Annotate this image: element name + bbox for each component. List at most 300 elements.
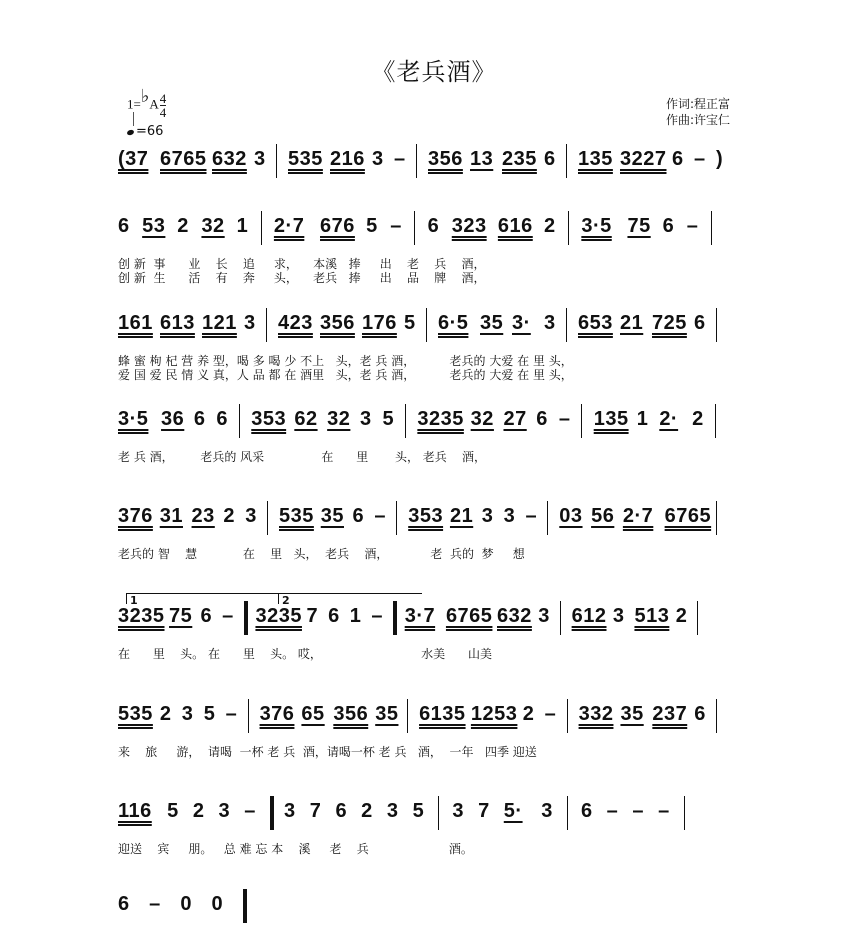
lyric-line: 迎送 宾 朋。 总 难 忘 本 溪 老 兵 酒。 xyxy=(118,842,473,856)
note-digits: 2 xyxy=(361,800,373,822)
note-digits: 75 xyxy=(627,215,651,237)
note-digits: 3235 xyxy=(118,605,165,627)
note-digits: 6765 xyxy=(160,148,207,170)
note-group xyxy=(330,148,365,171)
volta-bracket-1: 1 xyxy=(126,593,278,604)
note-group xyxy=(350,605,362,628)
note-group xyxy=(383,408,395,431)
note-group xyxy=(659,408,678,431)
note-group xyxy=(360,408,372,431)
note-digits: – xyxy=(606,800,619,822)
barline xyxy=(560,601,561,635)
barline xyxy=(267,501,268,535)
note-digits: 3·5 xyxy=(118,408,149,430)
barline xyxy=(697,601,698,635)
note-group xyxy=(244,312,256,335)
note-group xyxy=(544,215,556,238)
note-group xyxy=(254,148,266,171)
note-digits: 616 xyxy=(497,215,533,237)
note-digits: 7 xyxy=(478,800,490,822)
note-group xyxy=(260,703,295,726)
note-digits: 135 xyxy=(578,148,613,170)
note-digits: 376 xyxy=(118,505,153,527)
note-digits: 5 xyxy=(203,703,216,725)
note-group xyxy=(212,893,224,916)
barline xyxy=(405,404,406,438)
note-group xyxy=(288,148,323,171)
note-group xyxy=(634,605,669,628)
barline xyxy=(547,501,548,535)
note-digits: 0 xyxy=(180,893,192,915)
lyric-line: 老兵的 智 慧 在 里 头， 老兵 酒， 老 兵的 梦 想 xyxy=(118,547,525,561)
note-row xyxy=(118,505,768,539)
note-digits: 35 xyxy=(620,703,644,725)
note-group xyxy=(182,703,194,726)
note-group xyxy=(692,408,704,431)
note-row xyxy=(118,215,768,249)
note-digits: 6 xyxy=(216,408,229,430)
note-digits: 323 xyxy=(451,215,487,237)
note-digits: 3 xyxy=(544,312,556,334)
note-digits: 135 xyxy=(593,408,629,430)
note-digits: 535 xyxy=(279,505,314,527)
note-digits: 3· xyxy=(512,312,531,334)
note-digits: 32 xyxy=(201,215,225,237)
note-digits: 0 xyxy=(211,893,224,915)
note-digits: 6 xyxy=(672,148,684,170)
note-group xyxy=(503,408,526,431)
note-group xyxy=(371,605,383,628)
note-group xyxy=(523,703,535,726)
double-barline xyxy=(270,796,274,830)
note-digits: – xyxy=(558,408,571,430)
tempo-marking xyxy=(127,124,163,139)
note-group xyxy=(497,605,532,628)
note-group xyxy=(637,408,649,431)
note-digits: – xyxy=(390,215,402,237)
system-chorus-2 xyxy=(118,505,768,577)
note-digits: 27 xyxy=(503,408,527,430)
note-group xyxy=(544,148,556,171)
note-digits: 632 xyxy=(497,605,532,627)
note-group xyxy=(244,800,256,823)
system-chorus-1 xyxy=(118,408,768,480)
note-digits: 116 xyxy=(118,800,152,822)
note-group xyxy=(620,312,643,335)
note-group xyxy=(118,215,130,238)
note-digits: 6765 xyxy=(664,505,712,527)
note-digits: 2· xyxy=(659,408,679,430)
note-digits: 3 xyxy=(218,800,231,822)
barline xyxy=(716,308,717,342)
note-digits: 3 xyxy=(181,703,194,725)
note-digits: 2 xyxy=(177,215,189,237)
barline xyxy=(567,699,568,733)
note-group xyxy=(452,215,487,238)
note-group xyxy=(142,215,165,238)
note-group xyxy=(591,505,614,528)
note-digits: 376 xyxy=(259,703,295,725)
note-group xyxy=(504,505,516,528)
note-digits: 6 xyxy=(694,312,706,334)
note-digits: 5· xyxy=(503,800,523,822)
note-digits: 31 xyxy=(159,505,183,527)
barline xyxy=(715,404,716,438)
note-digits: 13 xyxy=(470,148,494,170)
note-digits: – xyxy=(374,505,387,527)
note-group xyxy=(559,505,582,528)
note-digits: 6 xyxy=(118,215,130,237)
note-digits: 356 xyxy=(333,703,369,725)
note-group xyxy=(278,312,313,335)
note-digits: 03 xyxy=(559,505,583,527)
note-digits: 1 xyxy=(236,215,249,237)
flat-icon: ♭ xyxy=(140,86,150,107)
note-digits: 1253 xyxy=(470,703,518,725)
barline xyxy=(276,144,277,178)
barline xyxy=(567,796,568,830)
note-digits: – xyxy=(149,893,161,915)
lyric-line: 在 里 头。 在 里 头。 哎， 水美 山美 xyxy=(118,647,492,661)
note-group xyxy=(372,148,384,171)
note-group xyxy=(578,312,613,335)
note-digits: 35 xyxy=(320,505,344,527)
note-digits: 21 xyxy=(620,312,644,334)
note-digits: – xyxy=(658,800,670,822)
note-group xyxy=(366,215,378,238)
note-digits: 6135 xyxy=(419,703,466,725)
note-row xyxy=(118,408,768,442)
note-group xyxy=(694,312,706,335)
note-digits: 75 xyxy=(169,605,193,627)
note-digits: 6 xyxy=(694,703,706,725)
note-group xyxy=(202,312,237,335)
lyrics-block xyxy=(118,647,768,677)
note-group xyxy=(204,703,216,726)
note-group xyxy=(161,408,184,431)
note-group xyxy=(716,148,723,171)
note-digits: 6 xyxy=(200,605,213,627)
note-digits: 3 xyxy=(284,800,296,822)
note-group xyxy=(428,215,440,238)
barline xyxy=(407,699,408,733)
note-group xyxy=(274,215,304,238)
note-digits: 23 xyxy=(191,505,215,527)
note-group xyxy=(216,408,228,431)
note-group xyxy=(333,703,368,726)
note-digits: 176 xyxy=(362,312,397,334)
barline xyxy=(566,144,567,178)
note-digits: 3 xyxy=(612,605,625,627)
note-group xyxy=(362,312,397,335)
note-group xyxy=(307,605,319,628)
note-group xyxy=(525,505,537,528)
note-group xyxy=(245,505,257,528)
barline xyxy=(426,308,427,342)
time-signature xyxy=(160,92,167,119)
note-digits: 3 xyxy=(541,800,553,822)
note-digits: 6 xyxy=(427,215,440,237)
composer: 作曲:许宝仁 xyxy=(666,113,731,127)
note-head-icon xyxy=(126,129,134,136)
note-group xyxy=(632,800,644,823)
lyrics-block xyxy=(118,257,768,287)
note-group xyxy=(627,215,650,238)
note-digits: 21 xyxy=(449,505,474,527)
note-group xyxy=(320,215,355,238)
barline xyxy=(711,211,712,245)
note-group xyxy=(687,215,699,238)
note-digits: – xyxy=(222,605,234,627)
note-digits: 216 xyxy=(330,148,365,170)
note-digits: 6 xyxy=(328,605,340,627)
note-digits: 332 xyxy=(578,703,614,725)
note-group xyxy=(212,148,247,171)
note-digits: 2 xyxy=(223,505,235,527)
lyric-line: 蜂 蜜 枸 杞 营 养 型，喝 多 喝 少 不上 头，老 兵 酒， 老兵的 大爱 在 里 头， xyxy=(118,354,573,368)
note-group xyxy=(652,703,687,726)
barline xyxy=(416,144,417,178)
note-group xyxy=(301,703,324,726)
note-digits: (37 xyxy=(118,148,149,170)
note-group xyxy=(572,605,607,628)
note-group xyxy=(578,148,613,171)
note-digits: 653 xyxy=(578,312,613,334)
note-group xyxy=(167,800,179,823)
note-digits: 1 xyxy=(349,605,362,627)
note-group xyxy=(452,800,464,823)
note-group xyxy=(620,703,643,726)
note-group xyxy=(471,703,518,726)
note-group xyxy=(581,215,611,238)
note-group xyxy=(160,148,207,171)
note-group xyxy=(374,505,386,528)
note-group xyxy=(279,505,314,528)
barline xyxy=(581,404,582,438)
note-digits: 3227 xyxy=(620,148,667,170)
note-digits: 3 xyxy=(481,505,494,527)
double-barline xyxy=(243,889,247,923)
note-digits: – xyxy=(371,605,383,627)
note-group xyxy=(613,605,625,628)
note-group xyxy=(201,215,224,238)
note-group xyxy=(538,605,550,628)
note-digits: ) xyxy=(716,148,724,170)
lyrics-block xyxy=(118,547,768,577)
note-digits: 632 xyxy=(212,148,247,170)
barline xyxy=(239,404,240,438)
note-digits: 3 xyxy=(372,148,384,170)
lyric-line: 来 旅 游， 请喝 一杯 老 兵 酒，请喝一杯 老 兵 酒， 一年 四季 迎送 xyxy=(118,745,537,759)
credits xyxy=(666,96,730,128)
lyrics-block xyxy=(118,842,768,872)
note-digits: – xyxy=(244,800,256,822)
note-group xyxy=(118,800,152,823)
barline xyxy=(266,308,267,342)
note-digits: 5 xyxy=(366,215,378,237)
barline xyxy=(438,796,439,830)
note-digits: 5 xyxy=(412,800,425,822)
note-digits: 62 xyxy=(294,408,318,430)
note-group xyxy=(118,893,130,916)
note-digits: 535 xyxy=(288,148,323,170)
note-digits: 56 xyxy=(591,505,615,527)
double-barline xyxy=(244,601,248,635)
double-barline xyxy=(393,601,397,635)
note-digits: – xyxy=(225,703,238,725)
note-group xyxy=(620,148,667,171)
note-digits: 32 xyxy=(327,408,351,430)
note-group xyxy=(118,312,153,335)
note-digits: 235 xyxy=(502,148,537,170)
note-digits: 6 xyxy=(580,800,593,822)
system-verse-2 xyxy=(118,312,768,384)
note-group xyxy=(387,800,399,823)
note-digits: 535 xyxy=(118,703,153,725)
lyricist: 作词:程正富 xyxy=(666,97,731,111)
note-digits: 353 xyxy=(251,408,287,430)
note-digits: 6 xyxy=(536,408,548,430)
note-digits: 3235 xyxy=(255,605,302,627)
note-group xyxy=(169,605,192,628)
note-digits: 356 xyxy=(320,312,355,334)
quarter-note-icon xyxy=(133,112,134,126)
note-digits: 7 xyxy=(306,605,319,627)
note-group xyxy=(160,312,195,335)
time-bottom: 4 xyxy=(159,105,167,120)
note-digits: 3·5 xyxy=(581,215,612,237)
note-digits: 6 xyxy=(335,800,348,822)
note-group xyxy=(579,703,614,726)
note-group xyxy=(623,505,653,528)
note-group xyxy=(118,505,153,528)
note-digits: 2 xyxy=(522,703,535,725)
note-digits: 36 xyxy=(161,408,185,430)
note-digits: 613 xyxy=(160,312,195,334)
volta-bracket-2: 2 xyxy=(278,593,422,604)
note-digits: 65 xyxy=(301,703,325,725)
note-digits: 161 xyxy=(118,312,153,334)
lyric-line: 创 新 事 业 长 追 求， 本溪 捧 出 老 兵 酒， xyxy=(118,257,486,271)
note-group xyxy=(480,312,503,335)
lyrics-block xyxy=(118,450,768,480)
note-digits: 3 xyxy=(538,605,550,627)
note-digits: 1 xyxy=(636,408,649,430)
note-digits: 6765 xyxy=(445,605,493,627)
note-group xyxy=(327,408,350,431)
lyric-line: 老 兵 酒， 老兵的 风采 在 里 头， 老兵 酒， xyxy=(118,450,487,464)
note-digits: 2 xyxy=(192,800,205,822)
note-digits: 6 xyxy=(544,148,556,170)
note-group xyxy=(361,800,373,823)
note-digits: 53 xyxy=(142,215,166,237)
note-group xyxy=(581,800,593,823)
note-group xyxy=(470,148,493,171)
barline xyxy=(684,796,685,830)
barline xyxy=(566,308,567,342)
system-final xyxy=(118,893,768,927)
note-group xyxy=(408,505,443,528)
note-digits: 423 xyxy=(278,312,313,334)
note-group xyxy=(482,505,494,528)
note-digits: 3 xyxy=(359,408,372,430)
note-digits: – xyxy=(694,148,706,170)
note-group xyxy=(498,215,533,238)
note-digits: 2 xyxy=(544,215,556,237)
note-group xyxy=(658,800,670,823)
note-group xyxy=(390,215,402,238)
note-digits: 353 xyxy=(408,505,444,527)
note-digits: 6 xyxy=(352,505,365,527)
note-digits: 513 xyxy=(634,605,670,627)
note-group xyxy=(545,703,557,726)
note-group xyxy=(149,893,161,916)
note-digits: 32 xyxy=(470,408,494,430)
system-coda xyxy=(118,800,768,872)
system-bridge-2 xyxy=(118,703,768,775)
note-group xyxy=(504,800,523,823)
note-group xyxy=(310,800,322,823)
note-group xyxy=(405,605,435,628)
note-row xyxy=(118,605,768,639)
lyric-line: 创 新 生 活 有 奔 头， 老兵 捧 出 品 牌 酒， xyxy=(118,271,486,285)
note-digits: 6 xyxy=(662,215,675,237)
note-group xyxy=(438,312,468,335)
note-group xyxy=(394,148,406,171)
note-group xyxy=(544,312,556,335)
note-group xyxy=(512,312,531,335)
note-group xyxy=(192,505,215,528)
note-group xyxy=(404,312,416,335)
note-digits: 6 xyxy=(193,408,206,430)
lyric-line: 爱 国 爱 民 情 义 真，人 品 都 在 酒里 头，老 兵 酒， 老兵的 大爱 在 里 头， xyxy=(118,368,573,382)
note-group xyxy=(255,605,302,628)
note-group xyxy=(284,800,296,823)
note-digits: 6·5 xyxy=(438,312,469,334)
note-group xyxy=(320,312,355,335)
note-digits: 3 xyxy=(245,505,257,527)
note-digits: 676 xyxy=(320,215,355,237)
note-group xyxy=(536,408,548,431)
note-digits: 725 xyxy=(652,312,687,334)
note-group xyxy=(353,505,365,528)
note-group xyxy=(251,408,286,431)
note-row xyxy=(118,703,768,737)
note-group xyxy=(194,408,206,431)
note-row xyxy=(118,893,768,927)
note-group xyxy=(223,505,235,528)
note-group xyxy=(594,408,629,431)
note-digits: 35 xyxy=(375,703,399,725)
note-digits: 3 xyxy=(254,148,266,170)
note-digits: 2 xyxy=(675,605,688,627)
note-digits: 7 xyxy=(309,800,322,822)
note-digits: – xyxy=(632,800,644,822)
note-group xyxy=(446,605,493,628)
note-group xyxy=(607,800,619,823)
note-digits: 5 xyxy=(167,800,179,822)
note-group xyxy=(676,605,688,628)
note-group xyxy=(652,312,687,335)
note-group xyxy=(665,505,712,528)
note-digits: 3 xyxy=(452,800,464,822)
note-group xyxy=(663,215,675,238)
barline xyxy=(248,699,249,733)
song-title: 《老兵酒》 xyxy=(371,58,497,86)
note-digits: 2 xyxy=(692,408,704,430)
barline xyxy=(716,501,717,535)
lyrics-block xyxy=(118,745,768,775)
